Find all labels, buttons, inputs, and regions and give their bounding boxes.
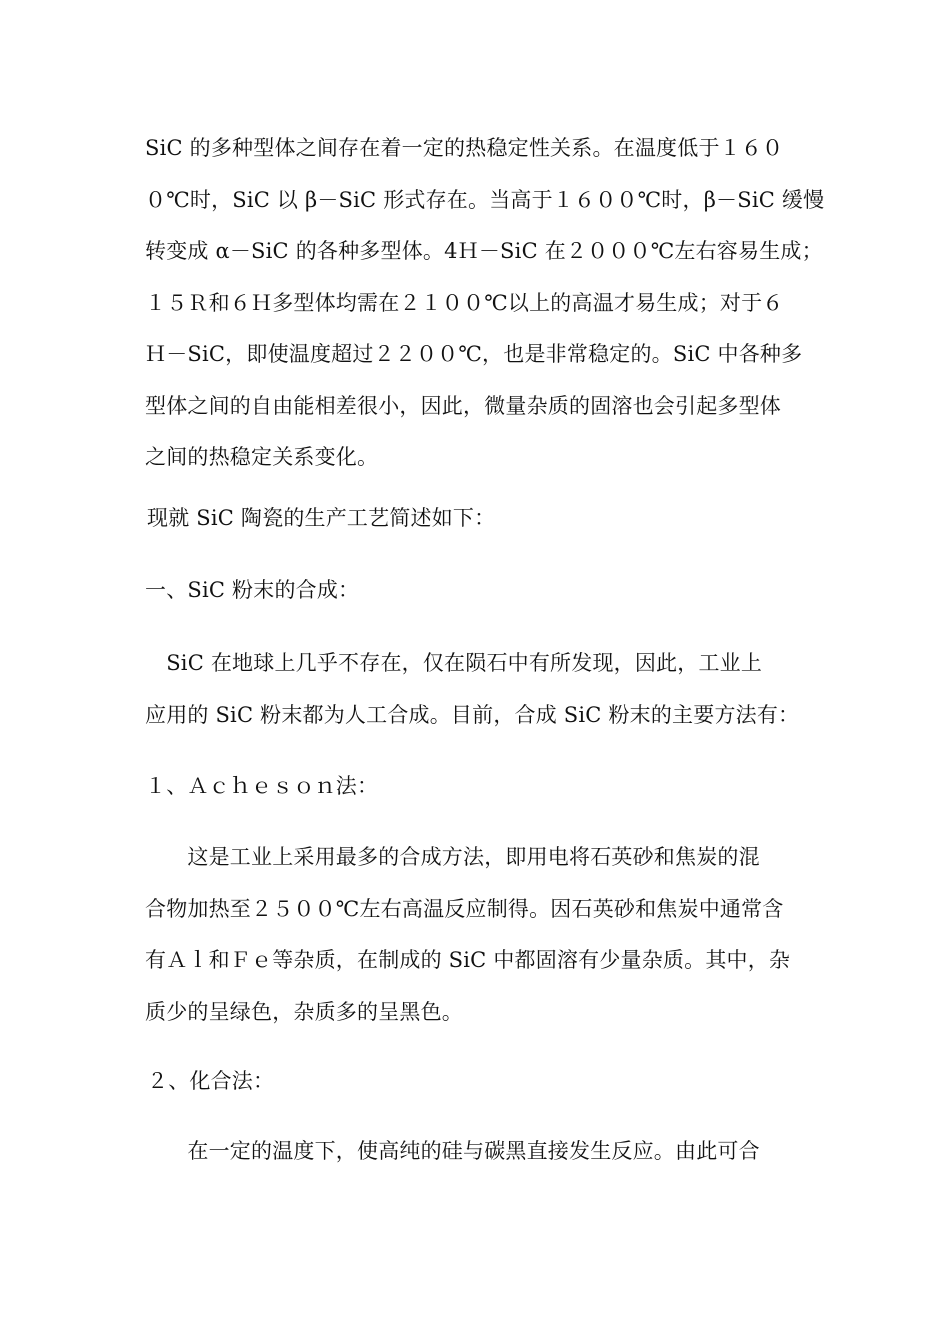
paragraph-powder-synthesis bbox=[145, 638, 810, 741]
text-line: 在一定的温度下，使高纯的硅与碳黑直接发生反应。由此可合 bbox=[145, 1139, 760, 1163]
subheading-combination-method bbox=[147, 1056, 812, 1108]
text-line: ２、化合法： bbox=[147, 1069, 275, 1093]
text-line: 现就 SiC 陶瓷的生产工艺简述如下： bbox=[147, 506, 496, 530]
text-line: 合物加热至２５００℃左右高温反应制得。因石英砂和焦炭中通常含 bbox=[145, 896, 784, 921]
paragraph-sic-polytypes bbox=[145, 123, 825, 484]
paragraph-combination-method bbox=[145, 1126, 810, 1178]
paragraph-intro-process bbox=[147, 493, 812, 545]
text-line: 转变成 α－SiC 的各种多型体。4Ｈ－SiC 在２０００℃左右容易生成； bbox=[145, 239, 823, 263]
text-line: ０℃时，SiC 以 β－SiC 形式存在。当高于１６００℃时，β－SiC 缓慢 bbox=[145, 187, 825, 212]
text-line: SiC 的多种型体之间存在着一定的热稳定性关系。在温度低于１６０ bbox=[145, 136, 784, 160]
text-line: SiC 在地球上几乎不存在，仅在陨石中有所发现，因此，工业上 bbox=[145, 651, 763, 675]
paragraph-acheson-method bbox=[145, 832, 810, 1038]
text-line: Ｈ－SiC，即使温度超过２２００℃，也是非常稳定的。SiC 中各种多 bbox=[145, 342, 803, 366]
text-line: 这是工业上采用最多的合成方法，即用电将石英砂和焦炭的混 bbox=[145, 845, 760, 869]
text-line: 有Ａｌ和Ｆｅ等杂质，在制成的 SiC 中都固溶有少量杂质。其中，杂 bbox=[145, 948, 791, 972]
text-line: 型体之间的自由能相差很小，因此，微量杂质的固溶也会引起多型体 bbox=[145, 393, 781, 418]
section-heading-powder-synthesis bbox=[145, 565, 810, 617]
text-line: １、Ａｃｈｅｓｏｎ法： bbox=[145, 774, 379, 798]
text-line: 之间的热稳定关系变化。 bbox=[145, 445, 379, 469]
text-line: 一、SiC 粉末的合成： bbox=[145, 578, 360, 602]
text-line: １５Ｒ和６Ｈ多型体均需在２１００℃以上的高温才易生成；对于６ bbox=[145, 290, 784, 315]
subheading-acheson-method bbox=[145, 761, 810, 813]
text-line: 应用的 SiC 粉末都为人工合成。目前，合成 SiC 粉末的主要方法有： bbox=[145, 702, 800, 727]
text-line: 质少的呈绿色，杂质多的呈黑色。 bbox=[145, 999, 463, 1024]
